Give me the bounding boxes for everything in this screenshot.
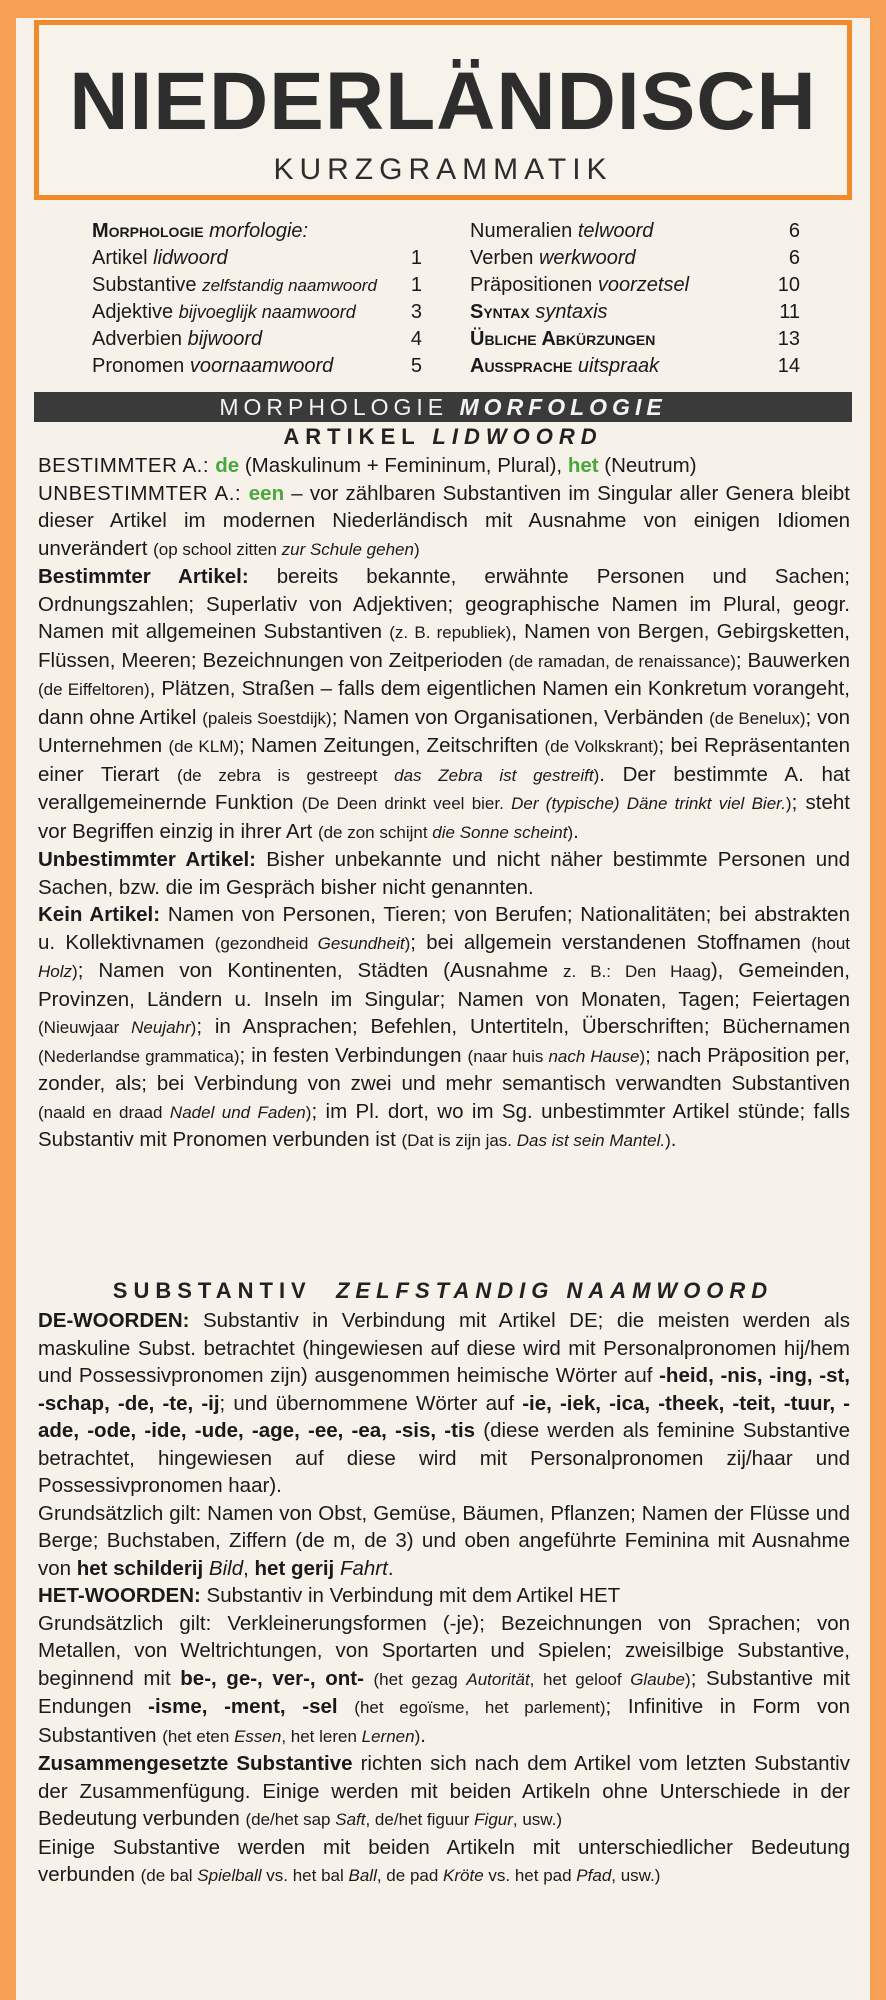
text-run: bereits bekannte, erwähnte Personen und Sachen; Ordnungszahlen; Superlativ von Adjektiven; geographische Namen im Plural, geogr. Namen mit allgemeinen Substantiven [38,565,850,643]
text-run: ) [305,1102,312,1122]
text-run: ; Bauwerken [735,648,851,672]
text-run: ; Namen von Kontinenten, Städten (Ausnahme [77,959,563,982]
paragraph [38,1834,850,1890]
section-bar [34,392,852,422]
text-run: ; von Unternehmen [38,705,850,757]
text-run: werkwoord [538,247,636,269]
text-run: Zusammengesetzte Substantive [38,1752,353,1775]
text-run: – vor zählbaren Substantiven im Singular aller Genera bleibt dieser Artikel im modernen Niederländisch mit Ausnahme von einigen Idiomen unverändert [38,481,850,560]
text-run: (de/het sap [245,1810,336,1829]
toc-item[interactable] [470,245,800,272]
text-run: bijwoord [187,328,263,350]
text-run: uitspraak [577,355,660,377]
text-run: , usw.) [611,1866,661,1885]
text-run: , de pad [376,1866,444,1885]
toc-item[interactable] [470,326,800,353]
text-run: zur Schule gehen [281,539,414,559]
text-run: Adverbien [92,328,183,350]
toc-item[interactable] [92,218,422,245]
text-run: . [387,1556,394,1580]
toc-item[interactable] [92,245,422,272]
text-run: ARTIKEL [283,424,421,449]
text-run: Substantive [92,274,197,296]
text-run: Syntax [470,301,530,323]
toc-item[interactable] [92,326,422,353]
text-run: Fahrt [339,1556,388,1580]
text-run: , het leren [281,1726,362,1746]
text-run: ) [413,539,420,559]
text-run: richten sich nach dem Artikel vom letzten Substantiv der Zusammenfügung. Einige werden mit beiden Artikeln ohne Unterschiede in der Bedeutung verbunden [38,1752,850,1830]
paragraph [38,1750,850,1834]
text-run: Adjektive [92,301,174,323]
toc-item[interactable] [470,218,800,245]
text-run: -isme, -ment, -sel [148,1695,338,1718]
text-run: Aussprache [470,355,573,377]
text-run: ; im Pl. dort, wo im Sg. unbestimmter Artikel stünde; falls Substantiv mit Pronomen verbunden ist [38,1099,850,1151]
text-run: Neujahr [131,1018,191,1037]
text-run: BESTIMMTER A.: [38,454,216,477]
heading-artikel [34,424,852,450]
text-run: (op school zitten [153,539,282,559]
text-run: 1 [410,274,422,296]
text-run: Verben [470,247,534,269]
text-run: ; in festen Verbindungen [239,1043,468,1067]
text-run: ; Substantive mit Endungen [38,1666,851,1718]
text-run: 13 [777,328,800,350]
text-run: (de KLM) [168,737,240,756]
top-border [0,0,886,18]
text-run: (de zebra is gestreept [177,765,395,785]
text-run: ; nach Präposition per, zonder, als; bei Verbindung von zwei und mehr semantisch verwandten Substantiven [38,1043,851,1095]
text-run: Grundsätzlich gilt: Namen von Obst, Gemüse, Bäumen, Pflanzen; Namen der Flüsse und Berge; Buchstaben, Ziffern (de m, de 3) und oben angeführte Feminina mit Ausnahme von [38,1501,850,1580]
text-run: (de zon schijnt [317,822,433,842]
text-run: MORFOLOGIE [459,394,667,420]
text-run: vs. het pad [483,1866,577,1885]
text-run: (het eten [162,1726,235,1746]
text-run: voorzetsel [597,274,690,296]
toc-item[interactable] [92,299,422,326]
text-run: vs. het bal [261,1866,349,1885]
substantiv-text [38,1307,850,1890]
text-run: het gerij [254,1556,335,1580]
text-run: Kröte [443,1866,484,1885]
paragraph [38,1582,850,1610]
text-run: Bild [208,1556,244,1580]
text-run: ; bei Repräsentanten einer Tierart [38,734,850,786]
text-run: (de ramadan, de renaissance) [508,651,736,671]
text-run: Kein Artikel: [38,903,161,926]
text-run: ZELFSTANDIG NAAMWOORD [335,1278,774,1303]
text-run: Spielball [197,1866,262,1885]
text-run: (naald en draad [38,1102,170,1122]
text-run: (Nieuwjaar [38,1018,132,1037]
text-run: z. B.: Den Haag [562,962,711,981]
paragraph [38,846,850,901]
text-run: . [573,819,579,843]
text-run: 6 [788,220,800,242]
text-run: Saft [335,1810,366,1829]
text-run: ; Namen Zeitungen, Zeitschriften [239,734,545,757]
text-run: ; und übernommene Wörter auf [219,1391,523,1415]
text-run: de [215,454,240,477]
text-run: Substantiv in Verbindung mit dem Artikel HET [200,1584,621,1607]
text-run: Ball [348,1866,377,1885]
text-run: . [420,1723,426,1747]
text-run: be-, ge-, ver-, ont- [180,1666,364,1690]
text-run: , Namen von Bergen, Gebirgsketten, Flüssen, Meeren; Bezeichnungen von Zeitperioden [38,620,850,672]
text-run: ) [665,1131,671,1150]
text-run: (Maskulinum + Femininum, Plural), [239,454,568,477]
text-run: Essen [234,1726,282,1746]
text-run: Grundsätzlich gilt: Verkleinerungsformen (-je); Bezeichnungen von Sprachen; von Metallen, von Weltrichtungen, von Sportarten und Spielen; zweisilbige Substantive, beginnend mit [38,1611,850,1690]
text-run: ; steht vor Begriffen einzig in ihrer Art [38,791,850,843]
text-run: een [248,481,285,505]
text-run: Glaube [630,1669,686,1689]
text-run: ; bei allgemein verstandenen Stoffnamen [410,930,812,954]
text-run: , de/het figuur [365,1810,475,1829]
text-run [364,1667,374,1690]
text-run: nach Hause [548,1046,640,1066]
text-run: (diese werden als feminine Substantive betrachtet, hingewiesen auf diese wird mit Personalpronomen zij/haar und Possessivpronomen haar). [38,1419,850,1497]
toc-item[interactable] [470,353,800,380]
text-run: Pronomen [92,355,185,377]
text-run: 5 [410,355,422,377]
text-run: (de Volkskrant) [544,737,659,756]
artikel-text [38,452,850,1155]
text-run: Lernen [361,1726,415,1746]
heading-substantiv [34,1278,852,1304]
text-run: ) [190,1018,197,1037]
text-run: Pfad [576,1866,612,1885]
text-run: ; Infinitive in Form von Substantiven [38,1695,851,1747]
toc-item[interactable] [470,272,800,299]
text-run: ) [785,794,792,813]
text-run: Unbestimmter Artikel: [38,848,256,871]
paragraph [38,1610,850,1751]
paragraph [38,1500,850,1583]
text-run: 11 [779,301,800,323]
text-run: Figur [474,1810,513,1829]
text-run: (Nederlandse grammatica) [38,1046,240,1066]
text-run: ) [414,1726,421,1746]
text-run: Einige Substantive werden mit beiden Artikeln mit unterschiedlicher Bedeutung verbunden [38,1835,850,1886]
text-run: (het gezag [373,1669,467,1689]
text-run: (hout [811,933,850,953]
text-run: Gesundheit [317,933,405,953]
text-run: Das ist sein Mantel. [516,1131,666,1150]
text-run: 10 [777,274,800,296]
paragraph [38,563,850,846]
text-run: ) [72,962,78,981]
text-run: , het geloof [529,1669,631,1689]
text-run: ), Gemeinden, Provinzen, Ländern u. Inseln im Singular; Namen von Monaten, Tagen; Feiertagen [38,959,850,1011]
text-run: LIDWOORD [432,424,603,449]
text-run: Der (typische) Däne trinkt viel Bier. [511,794,786,813]
text-run: 4 [410,328,422,350]
text-run: (Dat is zijn jas. [401,1131,517,1150]
toc-left [92,218,422,380]
text-run: (z. B. republiek) [389,623,512,642]
page-subtitle: KURZGRAMMATIK [273,153,613,186]
text-run: . [670,1128,677,1151]
text-run: (de bal [140,1866,198,1885]
toc-item[interactable] [470,299,800,326]
text-run: ) [567,822,574,842]
text-run: 14 [777,355,800,377]
paragraph [38,1307,850,1500]
text-run: -ie, -iek, -ica, -theek, -teit, -tuur, -ade, -ode, -ide, -ude, -age, -ee, -ea, -sis, -tis [38,1391,850,1442]
text-run: das Zebra ist gestreift [394,765,594,785]
toc-item[interactable] [92,272,422,299]
text-run: HET-WOORDEN: [38,1584,201,1607]
text-run: (paleis Soestdijk) [202,708,332,728]
text-run: Bisher unbekannte und nicht näher bestimmte Personen und Sachen, bzw. die im Gespräch bisher nicht genannten. [38,848,850,899]
text-run: Autorität [466,1669,530,1689]
text-run: 3 [410,301,422,323]
text-run: , [243,1556,255,1580]
text-run: die Sonne scheint [432,822,568,842]
text-run: (De Deen drinkt veel bier. [301,794,512,813]
text-run: DE-WOORDEN: [38,1309,190,1332]
text-run: , usw.) [512,1810,563,1829]
text-run: Substantiv in Verbindung mit Artikel DE; die meisten werden als maskuline Subst. betrachtet (hingewiesen auf diese wird mit Personalpronomen hij/hem und Possessivpronomen zijn) ausgenommen heimische Wörter auf [38,1309,850,1387]
text-run: Artikel [92,247,148,269]
text-run: syntaxis [535,301,608,323]
text-run: ) [593,765,600,785]
text-run: ; in Ansprachen; Befehlen, Untertiteln, Überschriften; Büchernamen [196,1015,850,1038]
text-run: ) [685,1669,691,1689]
text-run: bijvoeglijk naamwoord [178,302,356,322]
text-run: Übliche Abkürzungen [470,328,656,350]
text-run: 6 [788,247,800,269]
text-run: (de Benelux) [709,708,806,728]
text-run: zelfstandig naamwoord [202,276,377,295]
text-run: UNBESTIMMTER A.: [38,481,249,505]
text-run: (het egoïsme, het parlement) [354,1698,606,1717]
text-run: Namen von Personen, Tieren; von Berufen; Nationalitäten; bei abstrakten u. Kollektivnamen [38,903,850,954]
text-run: lidwoord [153,247,228,269]
text-run: voornaamwoord [189,355,334,377]
text-run: SUBSTANTIV [112,1278,312,1303]
toc-item[interactable] [92,353,422,380]
text-run: (Neutrum) [598,454,697,477]
paragraph [38,452,850,480]
text-run: Numeralien [470,220,573,242]
text-run: 1 [410,247,422,269]
text-run: het [567,454,599,477]
text-run: (naar huis [467,1046,549,1066]
title-box [34,20,852,200]
text-run: ; Namen von Organisationen, Verbänden [331,705,710,729]
text-run: MORPHOLOGIE [219,394,449,420]
text-run: telwoord [577,220,654,242]
text-run: , Plätzen, Straßen – falls dem eigentlichen Namen ein Konkretum vorangeht, dann ohne Artikel [38,677,850,729]
paragraph [38,480,850,564]
text-run: (gezondheid [214,933,318,953]
text-run: Holz [38,962,73,981]
text-run: Präpositionen [470,274,593,296]
text-run: morfologie: [209,220,309,242]
text-run [338,1695,355,1718]
text-run: (de Eiffeltoren) [38,680,150,699]
text-run: ) [639,1046,646,1066]
text-run: -heid, -nis, -ing, -st, -schap, -de, -te, -ij [38,1364,850,1415]
paragraph [38,901,850,1155]
text-run: Morphologie [92,220,204,242]
text-run: ) [404,933,411,953]
text-run: het schilderij [76,1556,204,1580]
text-run: . Der bestimmte A. hat verallgemeinernde Funktion [38,762,850,814]
text-run: Bestimmter Artikel: [38,565,249,588]
page-title: NIEDERLÄNDISCH [69,56,817,147]
toc-right [470,218,800,380]
text-run: Nadel und Faden [169,1102,306,1122]
